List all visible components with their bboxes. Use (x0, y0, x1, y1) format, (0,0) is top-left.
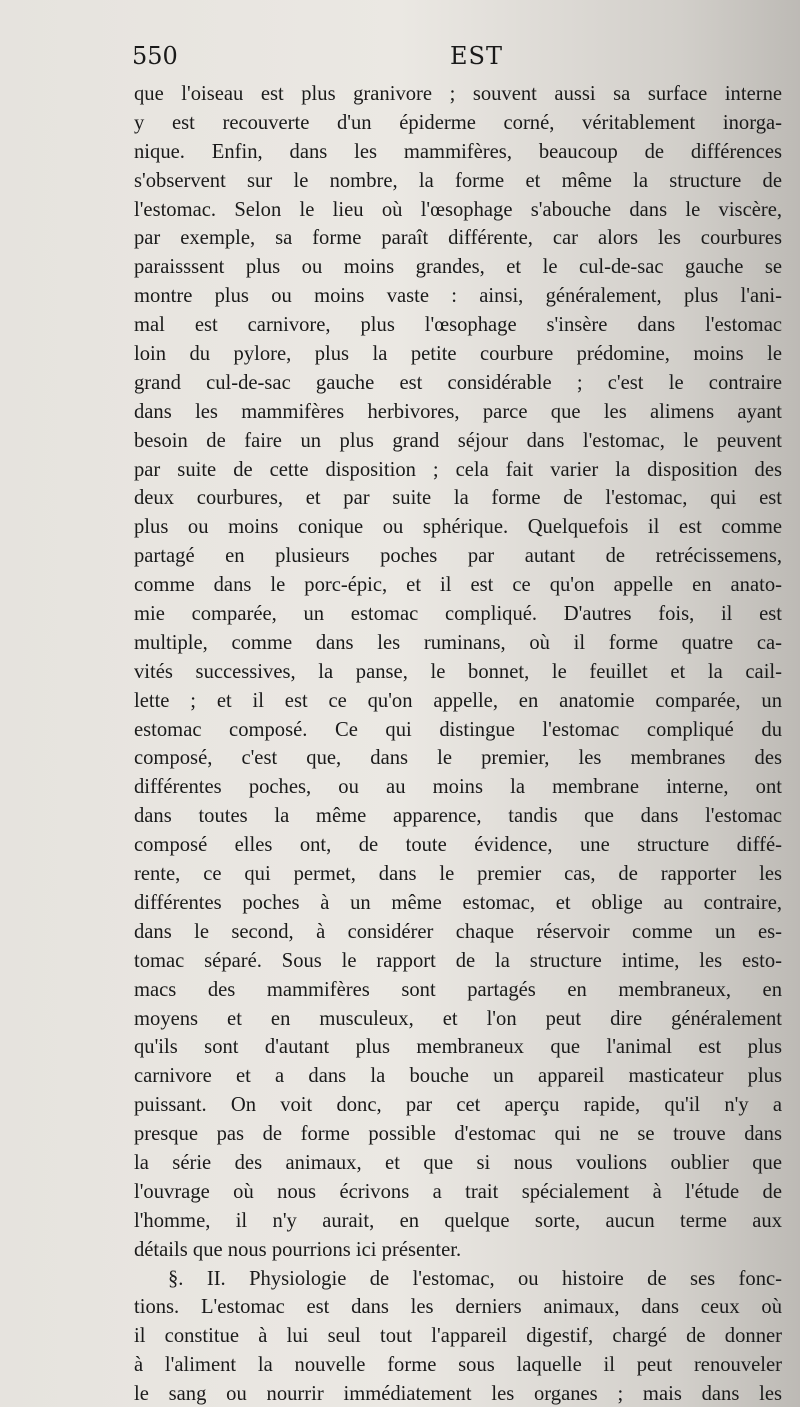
page-header (132, 42, 772, 76)
text-line: il constitue à lui seul tout l'appareil digestif, chargé de donner (134, 1325, 782, 1348)
text-line: besoin de faire un plus grand séjour dans l'estomac, le peuvent (134, 429, 782, 452)
body-text (134, 80, 782, 1407)
text-line: vités successives, la panse, le bonnet, le feuillet et la cail- (134, 660, 782, 683)
text-line: à l'aliment la nouvelle forme sous laquelle il peut renouveler (134, 1354, 782, 1377)
text-line: que l'oiseau est plus granivore ; souvent aussi sa surface interne (134, 83, 782, 105)
text-line: qu'ils sont d'autant plus membraneux que l'animal est plus (134, 1036, 782, 1059)
text-line: y est recouverte d'un épiderme corné, véritablement inorga- (134, 111, 782, 134)
text-line: multiple, comme dans les ruminans, où il forme quatre ca- (134, 631, 782, 654)
text-line: comme dans le porc-épic, et il est ce qu'on appelle en anato- (134, 574, 782, 597)
text-line: deux courbures, et par suite la forme de l'estomac, qui est (134, 487, 782, 510)
text-line: montre plus ou moins vaste : ainsi, généralement, plus l'ani- (134, 285, 782, 308)
text-line: différentes poches à un même estomac, et oblige au contraire, (134, 891, 782, 914)
text-line: différentes poches, ou au moins la membrane interne, ont (134, 776, 782, 799)
text-line: grand cul-de-sac gauche est considérable ; c'est le contraire (134, 371, 782, 394)
text-line: carnivore et a dans la bouche un appareil masticateur plus (134, 1065, 782, 1088)
running-head: EST (450, 42, 503, 70)
text-line: l'estomac. Selon le lieu où l'œsophage s'abouche dans le viscère, (134, 198, 782, 221)
text-line: par suite de cette disposition ; cela fait varier la disposition des (134, 458, 782, 481)
text-line: dans toutes la même apparence, tandis que dans l'estomac (134, 805, 782, 828)
text-line: dans le second, à considérer chaque réservoir comme un es- (134, 920, 782, 943)
text-line: presque pas de forme possible d'estomac qui ne se trouve dans (134, 1123, 782, 1146)
text-line: macs des mammifères sont partagés en membraneux, en (134, 978, 782, 1001)
text-line: moyens et en musculeux, et l'on peut dire généralement (134, 1007, 782, 1030)
text-line: loin du pylore, plus la petite courbure prédomine, moins le (134, 343, 782, 366)
text-line: le sang ou nourrir immédiatement les organes ; mais dans les (134, 1383, 782, 1406)
text-line: nique. Enfin, dans les mammifères, beaucoup de différences (134, 140, 782, 163)
text-line: composé elles ont, de toute évidence, une structure diffé- (134, 834, 782, 857)
text-line: mal est carnivore, plus l'œsophage s'insère dans l'estomac (134, 314, 782, 337)
text-line: s'observent sur le nombre, la forme et même la structure de (134, 169, 782, 192)
text-line: estomac composé. Ce qui distingue l'estomac compliqué du (134, 718, 782, 741)
text-line: mie comparée, un estomac compliqué. D'autres fois, il est (134, 603, 782, 626)
text-line: composé, c'est que, dans le premier, les membranes des (134, 747, 782, 770)
text-line: tions. L'estomac est dans les derniers animaux, dans ceux où (134, 1296, 782, 1319)
text-line: l'homme, il n'y aurait, en quelque sorte, aucun terme aux (134, 1209, 782, 1232)
text-line: la série des animaux, et que si nous voulions oublier que (134, 1151, 782, 1174)
text-line: partagé en plusieurs poches par autant de retrécissemens, (134, 545, 782, 568)
text-line: par exemple, sa forme paraît différente, car alors les courbures (134, 227, 782, 250)
text-line: l'ouvrage où nous écrivons a trait spécialement à l'étude de (134, 1180, 782, 1203)
page-number: 550 (132, 42, 178, 70)
text-line: dans les mammifères herbivores, parce que les alimens ayant (134, 400, 782, 423)
text-line: détails que nous pourrions ici présenter. (134, 1238, 462, 1261)
section-heading-line: §. II. Physiologie de l'estomac, ou histoire de ses fonc- (168, 1267, 782, 1290)
text-line: lette ; et il est ce qu'on appelle, en anatomie comparée, un (134, 689, 782, 712)
text-line: paraisssent plus ou moins grandes, et le cul-de-sac gauche se (134, 256, 782, 279)
text-line: plus ou moins conique ou sphérique. Quelquefois il est comme (134, 516, 782, 539)
text-line: rente, ce qui permet, dans le premier cas, de rapporter les (134, 863, 782, 886)
text-line: puissant. On voit donc, par cet aperçu rapide, qu'il n'y a (134, 1094, 782, 1117)
text-line: tomac séparé. Sous le rapport de la structure intime, les esto- (134, 949, 782, 972)
